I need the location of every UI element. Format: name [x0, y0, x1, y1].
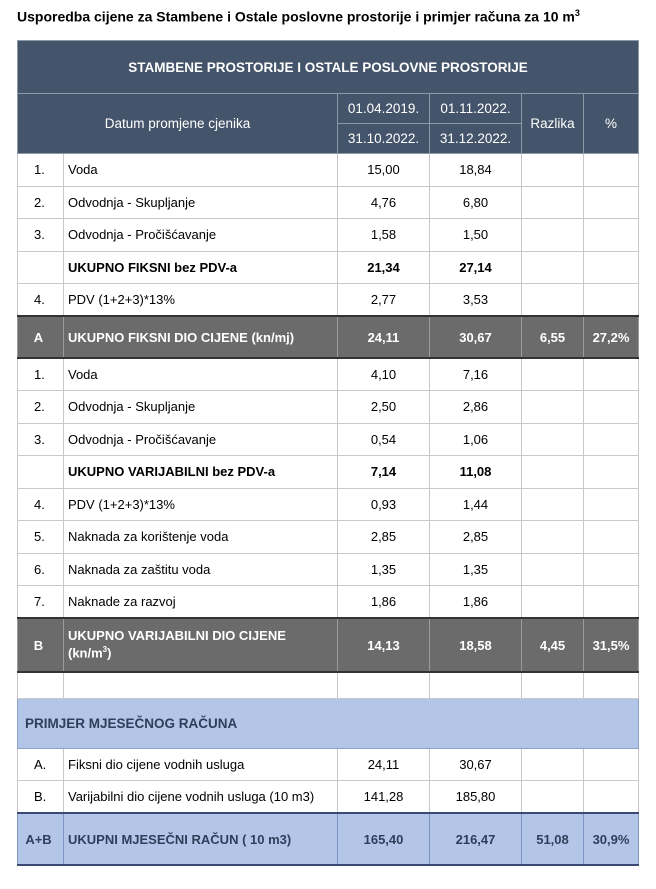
row-value-1: 15,00	[338, 154, 430, 187]
row-value-2: 1,50	[430, 219, 522, 252]
table-row	[18, 154, 639, 187]
col2-to: 31.12.2022.	[430, 124, 522, 154]
row-value-1: 141,28	[338, 781, 430, 814]
row-label: Odvodnja - Pročišćavanje	[64, 423, 338, 456]
table-row	[18, 586, 639, 619]
sum-pct: 31,5%	[584, 618, 639, 672]
example-row	[18, 748, 639, 781]
row-number	[18, 251, 64, 284]
pct-header: %	[584, 94, 639, 154]
sum-pct: 27,2%	[584, 316, 639, 358]
row-value-2: 1,06	[430, 423, 522, 456]
sum-diff: 4,45	[522, 618, 584, 672]
sum-number: A	[18, 316, 64, 358]
sum-value-1: 14,13	[338, 618, 430, 672]
row-value-1: 1,35	[338, 553, 430, 586]
row-number: 2.	[18, 186, 64, 219]
row-label: Voda	[64, 154, 338, 187]
page-title: Usporedba cijene za Stambene i Ostale poslovne prostorije i primjer računa za 10 $m^3$	[17, 8, 580, 25]
row-label: PDV (1+2+3)*13%	[64, 284, 338, 317]
col1-to: 31.10.2022.	[338, 124, 430, 154]
sum-value-2: 18,58	[430, 618, 522, 672]
sum-row-a	[18, 316, 639, 358]
row-value-1: 2,50	[338, 391, 430, 424]
row-value-2: 1,86	[430, 586, 522, 619]
table-row	[18, 391, 639, 424]
row-number: 5.	[18, 521, 64, 554]
total-label: UKUPNI MJESEČNI RAČUN ( 10 m3)	[64, 813, 338, 865]
row-value-2: 2,86	[430, 391, 522, 424]
row-number: 1.	[18, 358, 64, 391]
table-row	[18, 219, 639, 252]
sum-row-b	[18, 618, 639, 672]
row-value-1: 2,77	[338, 284, 430, 317]
row-number: 4.	[18, 284, 64, 317]
row-label: Fiksni dio cijene vodnih usluga	[64, 748, 338, 781]
table-row	[18, 423, 639, 456]
row-value-2: 2,85	[430, 521, 522, 554]
total-pct: 30,9%	[584, 813, 639, 865]
example-title: PRIMJER MJESEČNOG RAČUNA	[18, 698, 639, 748]
row-value-2: 18,84	[430, 154, 522, 187]
sum-value-1: 24,11	[338, 316, 430, 358]
row-label: UKUPNO VARIJABILNI bez PDV-a	[64, 456, 338, 489]
row-label: Odvodnja - Pročišćavanje	[64, 219, 338, 252]
row-label: Naknada za zaštitu voda	[64, 553, 338, 586]
row-value-2: 1,35	[430, 553, 522, 586]
table-row	[18, 284, 639, 317]
date-label: Datum promjene cjenika	[18, 94, 338, 154]
table-row	[18, 488, 639, 521]
total-number: A+B	[18, 813, 64, 865]
row-value-2: 11,08	[430, 456, 522, 489]
sum-number: B	[18, 618, 64, 672]
sum-diff: 6,55	[522, 316, 584, 358]
row-number: 3.	[18, 219, 64, 252]
row-value-1: 4,10	[338, 358, 430, 391]
row-label: UKUPNO FIKSNI bez PDV-a	[64, 251, 338, 284]
row-number: A.	[18, 748, 64, 781]
price-comparison-table	[17, 40, 639, 866]
col1-from: 01.04.2019.	[338, 94, 430, 124]
total-value-2: 216,47	[430, 813, 522, 865]
col2-from: 01.11.2022.	[430, 94, 522, 124]
total-diff: 51,08	[522, 813, 584, 865]
row-value-2: 185,80	[430, 781, 522, 814]
row-value-1: 24,11	[338, 748, 430, 781]
row-value-1: 0,54	[338, 423, 430, 456]
row-number	[18, 456, 64, 489]
subtotal-row	[18, 251, 639, 284]
spacer-row	[18, 672, 639, 698]
total-value-1: 165,40	[338, 813, 430, 865]
subtotal-row	[18, 456, 639, 489]
sum-value-2: 30,67	[430, 316, 522, 358]
sum-label: UKUPNO FIKSNI DIO CIJENE (kn/mj)	[64, 316, 338, 358]
row-value-1: 2,85	[338, 521, 430, 554]
row-number: 3.	[18, 423, 64, 456]
row-value-2: 1,44	[430, 488, 522, 521]
row-number: 6.	[18, 553, 64, 586]
row-value-1: 0,93	[338, 488, 430, 521]
row-number: 1.	[18, 154, 64, 187]
row-number: 2.	[18, 391, 64, 424]
row-label: Varijabilni dio cijene vodnih usluga (10 m3)	[64, 781, 338, 814]
row-value-1: 21,34	[338, 251, 430, 284]
row-label: Naknade za razvoj	[64, 586, 338, 619]
row-value-2: 6,80	[430, 186, 522, 219]
row-value-2: 7,16	[430, 358, 522, 391]
row-value-1: 7,14	[338, 456, 430, 489]
date-header-row	[18, 94, 639, 124]
example-row	[18, 781, 639, 814]
table-row	[18, 358, 639, 391]
example-header-row	[18, 698, 639, 748]
row-value-2: 27,14	[430, 251, 522, 284]
row-value-1: 1,86	[338, 586, 430, 619]
row-value-1: 4,76	[338, 186, 430, 219]
row-value-2: 30,67	[430, 748, 522, 781]
diff-header: Razlika	[522, 94, 584, 154]
row-label: Naknada za korištenje voda	[64, 521, 338, 554]
row-label: Odvodnja - Skupljanje	[64, 186, 338, 219]
section-title: STAMBENE PROSTORIJE I OSTALE POSLOVNE PROSTORIJE	[18, 41, 639, 94]
section-header-row	[18, 41, 639, 94]
total-row	[18, 813, 639, 865]
table-row	[18, 186, 639, 219]
row-label: Voda	[64, 358, 338, 391]
row-number: B.	[18, 781, 64, 814]
row-number: 7.	[18, 586, 64, 619]
row-label: PDV (1+2+3)*13%	[64, 488, 338, 521]
table-row	[18, 521, 639, 554]
row-value-1: 1,58	[338, 219, 430, 252]
row-value-2: 3,53	[430, 284, 522, 317]
row-label: Odvodnja - Skupljanje	[64, 391, 338, 424]
row-number: 4.	[18, 488, 64, 521]
table-row	[18, 553, 639, 586]
sum-label: UKUPNO VARIJABILNI DIO CIJENE $(kn/m^3)$	[64, 618, 338, 672]
